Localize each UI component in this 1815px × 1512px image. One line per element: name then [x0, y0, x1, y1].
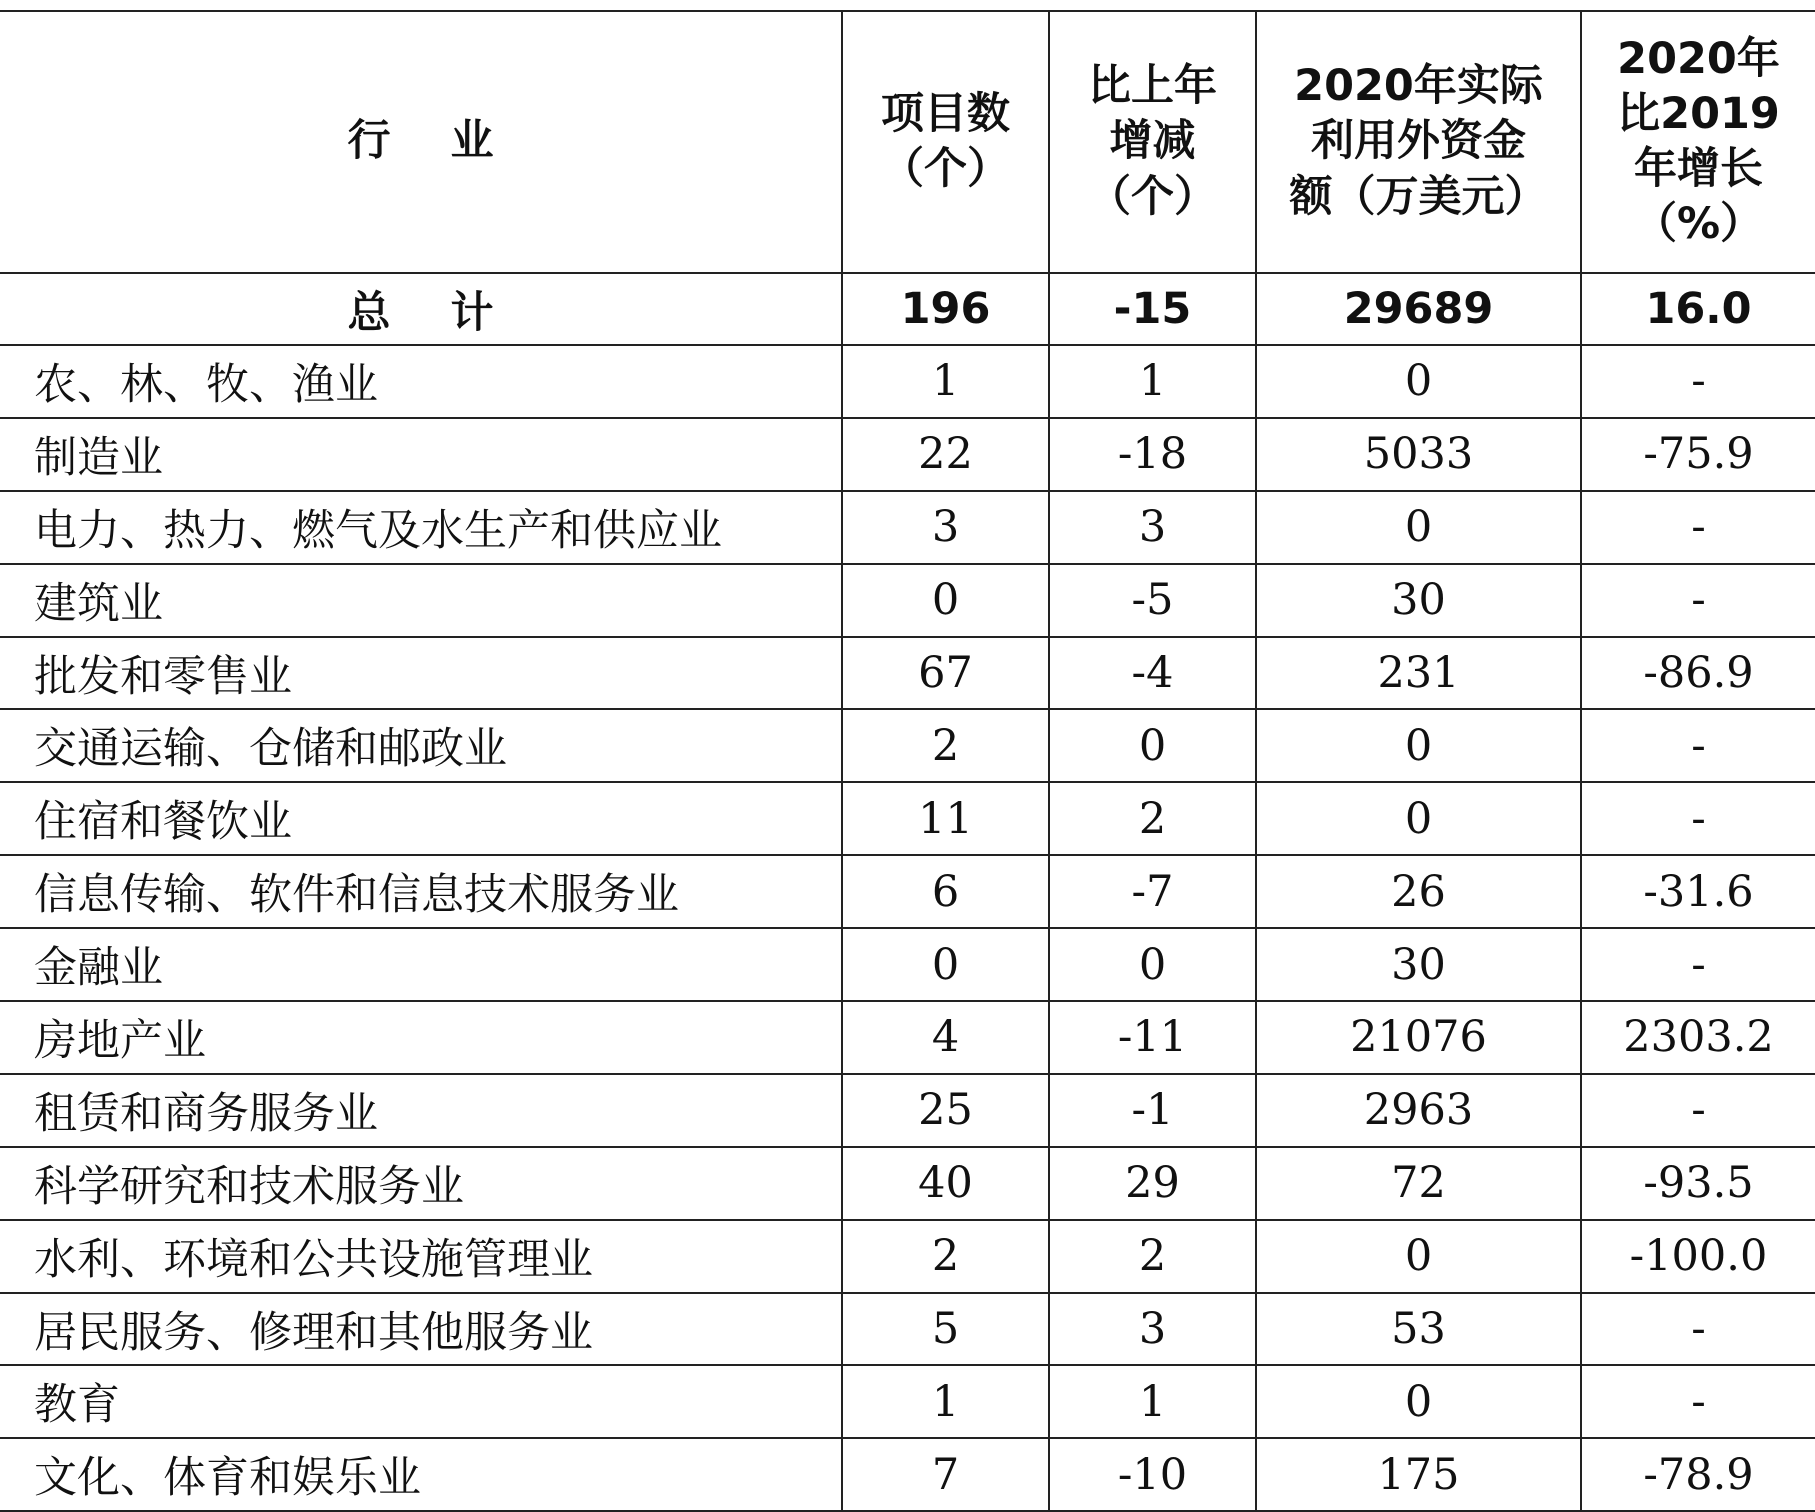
change-cell: 0	[1049, 928, 1256, 1001]
projects-cell: 67	[842, 637, 1049, 710]
amount-cell: 21076	[1256, 1001, 1581, 1074]
header-projects-line-1: 项目数	[881, 88, 1010, 139]
projects-cell: 22	[842, 418, 1049, 491]
change-cell: 3	[1049, 1293, 1256, 1366]
total-label: 总计	[0, 273, 842, 345]
table-row	[0, 1147, 1815, 1220]
header-amount-line-2: 利用外资金	[1311, 116, 1526, 167]
header-amount	[1256, 11, 1581, 273]
industry-cell: 农、林、牧、渔业	[0, 345, 842, 418]
change-cell: -10	[1049, 1438, 1256, 1511]
growth-cell: -	[1581, 1074, 1815, 1147]
table-row	[0, 1074, 1815, 1147]
table-row	[0, 1220, 1815, 1293]
table-row	[0, 564, 1815, 637]
header-industry-line: 行业	[347, 116, 554, 167]
industry-cell: 租赁和商务服务业	[0, 1074, 842, 1147]
amount-cell: 0	[1256, 1365, 1581, 1438]
projects-cell: 0	[842, 564, 1049, 637]
table-row	[0, 1293, 1815, 1366]
industry-cell: 教育	[0, 1365, 842, 1438]
header-growth-line-4: （%）	[1633, 199, 1764, 250]
industry-cell: 交通运输、仓储和邮政业	[0, 709, 842, 782]
amount-cell: 0	[1256, 1220, 1581, 1293]
industry-cell: 住宿和餐饮业	[0, 782, 842, 855]
growth-cell: -	[1581, 1293, 1815, 1366]
header-change	[1049, 11, 1256, 273]
amount-cell: 0	[1256, 491, 1581, 564]
change-cell: -18	[1049, 418, 1256, 491]
growth-cell: -93.5	[1581, 1147, 1815, 1220]
header-growth-line-1: 2020年	[1617, 33, 1780, 84]
total-projects: 196	[842, 273, 1049, 345]
change-cell: 0	[1049, 709, 1256, 782]
growth-cell: -	[1581, 782, 1815, 855]
total-change: -15	[1049, 273, 1256, 345]
change-cell: -1	[1049, 1074, 1256, 1147]
projects-cell: 6	[842, 855, 1049, 928]
table-row	[0, 637, 1815, 710]
amount-cell: 2963	[1256, 1074, 1581, 1147]
change-cell: -7	[1049, 855, 1256, 928]
table-row	[0, 709, 1815, 782]
table-row	[0, 928, 1815, 1001]
foreign-investment-by-industry-table	[0, 10, 1815, 1512]
projects-cell: 25	[842, 1074, 1049, 1147]
table-row	[0, 1001, 1815, 1074]
change-cell: 29	[1049, 1147, 1256, 1220]
projects-cell: 2	[842, 709, 1049, 782]
total-amount: 29689	[1256, 273, 1581, 345]
total-row	[0, 273, 1815, 345]
projects-cell: 4	[842, 1001, 1049, 1074]
header-change-line-1: 比上年	[1088, 61, 1217, 112]
change-cell: -5	[1049, 564, 1256, 637]
change-cell: -4	[1049, 637, 1256, 710]
change-cell: 1	[1049, 1365, 1256, 1438]
industry-cell: 房地产业	[0, 1001, 842, 1074]
growth-cell: -	[1581, 928, 1815, 1001]
amount-cell: 72	[1256, 1147, 1581, 1220]
amount-cell: 0	[1256, 345, 1581, 418]
projects-cell: 0	[842, 928, 1049, 1001]
header-amount-line-3: 额（万美元）	[1289, 171, 1548, 222]
change-cell: -11	[1049, 1001, 1256, 1074]
table-row	[0, 855, 1815, 928]
change-cell: 3	[1049, 491, 1256, 564]
growth-cell: -100.0	[1581, 1220, 1815, 1293]
growth-cell: -75.9	[1581, 418, 1815, 491]
table-row	[0, 1365, 1815, 1438]
projects-cell: 1	[842, 1365, 1049, 1438]
projects-cell: 1	[842, 345, 1049, 418]
industry-cell: 制造业	[0, 418, 842, 491]
growth-cell: -86.9	[1581, 637, 1815, 710]
growth-cell: -	[1581, 564, 1815, 637]
header-industry	[0, 11, 842, 273]
amount-cell: 0	[1256, 782, 1581, 855]
amount-cell: 5033	[1256, 418, 1581, 491]
industry-cell: 科学研究和技术服务业	[0, 1147, 842, 1220]
projects-cell: 11	[842, 782, 1049, 855]
table-row	[0, 345, 1815, 418]
industry-cell: 水利、环境和公共设施管理业	[0, 1220, 842, 1293]
industry-cell: 建筑业	[0, 564, 842, 637]
industry-cell: 信息传输、软件和信息技术服务业	[0, 855, 842, 928]
industry-cell: 批发和零售业	[0, 637, 842, 710]
amount-cell: 0	[1256, 709, 1581, 782]
industry-cell: 电力、热力、燃气及水生产和供应业	[0, 491, 842, 564]
amount-cell: 26	[1256, 855, 1581, 928]
header-projects	[842, 11, 1049, 273]
projects-cell: 5	[842, 1293, 1049, 1366]
growth-cell: -	[1581, 345, 1815, 418]
industry-cell: 居民服务、修理和其他服务业	[0, 1293, 842, 1366]
growth-cell: 2303.2	[1581, 1001, 1815, 1074]
header-growth-line-3: 年增长	[1634, 144, 1763, 194]
projects-cell: 40	[842, 1147, 1049, 1220]
table-row	[0, 1438, 1815, 1511]
header-row	[0, 11, 1815, 273]
industry-cell: 金融业	[0, 928, 842, 1001]
change-cell: 2	[1049, 1220, 1256, 1293]
header-amount-line-1: 2020年实际	[1294, 61, 1543, 112]
projects-cell: 7	[842, 1438, 1049, 1511]
header-growth	[1581, 11, 1815, 273]
total-growth: 16.0	[1581, 273, 1815, 345]
projects-cell: 3	[842, 491, 1049, 564]
amount-cell: 30	[1256, 564, 1581, 637]
header-projects-line-2: （个）	[881, 144, 1010, 194]
industry-cell: 文化、体育和娱乐业	[0, 1438, 842, 1511]
amount-cell: 231	[1256, 637, 1581, 710]
change-cell: 1	[1049, 345, 1256, 418]
header-change-line-2: 增减	[1109, 116, 1196, 167]
amount-cell: 53	[1256, 1293, 1581, 1366]
table-row	[0, 418, 1815, 491]
amount-cell: 175	[1256, 1438, 1581, 1511]
table-row	[0, 491, 1815, 564]
growth-cell: -	[1581, 709, 1815, 782]
amount-cell: 30	[1256, 928, 1581, 1001]
growth-cell: -	[1581, 491, 1815, 564]
header-growth-line-2: 比2019	[1617, 88, 1780, 139]
projects-cell: 2	[842, 1220, 1049, 1293]
change-cell: 2	[1049, 782, 1256, 855]
header-change-line-3: （个）	[1088, 171, 1217, 222]
growth-cell: -31.6	[1581, 855, 1815, 928]
growth-cell: -	[1581, 1365, 1815, 1438]
growth-cell: -78.9	[1581, 1438, 1815, 1511]
table-row	[0, 782, 1815, 855]
